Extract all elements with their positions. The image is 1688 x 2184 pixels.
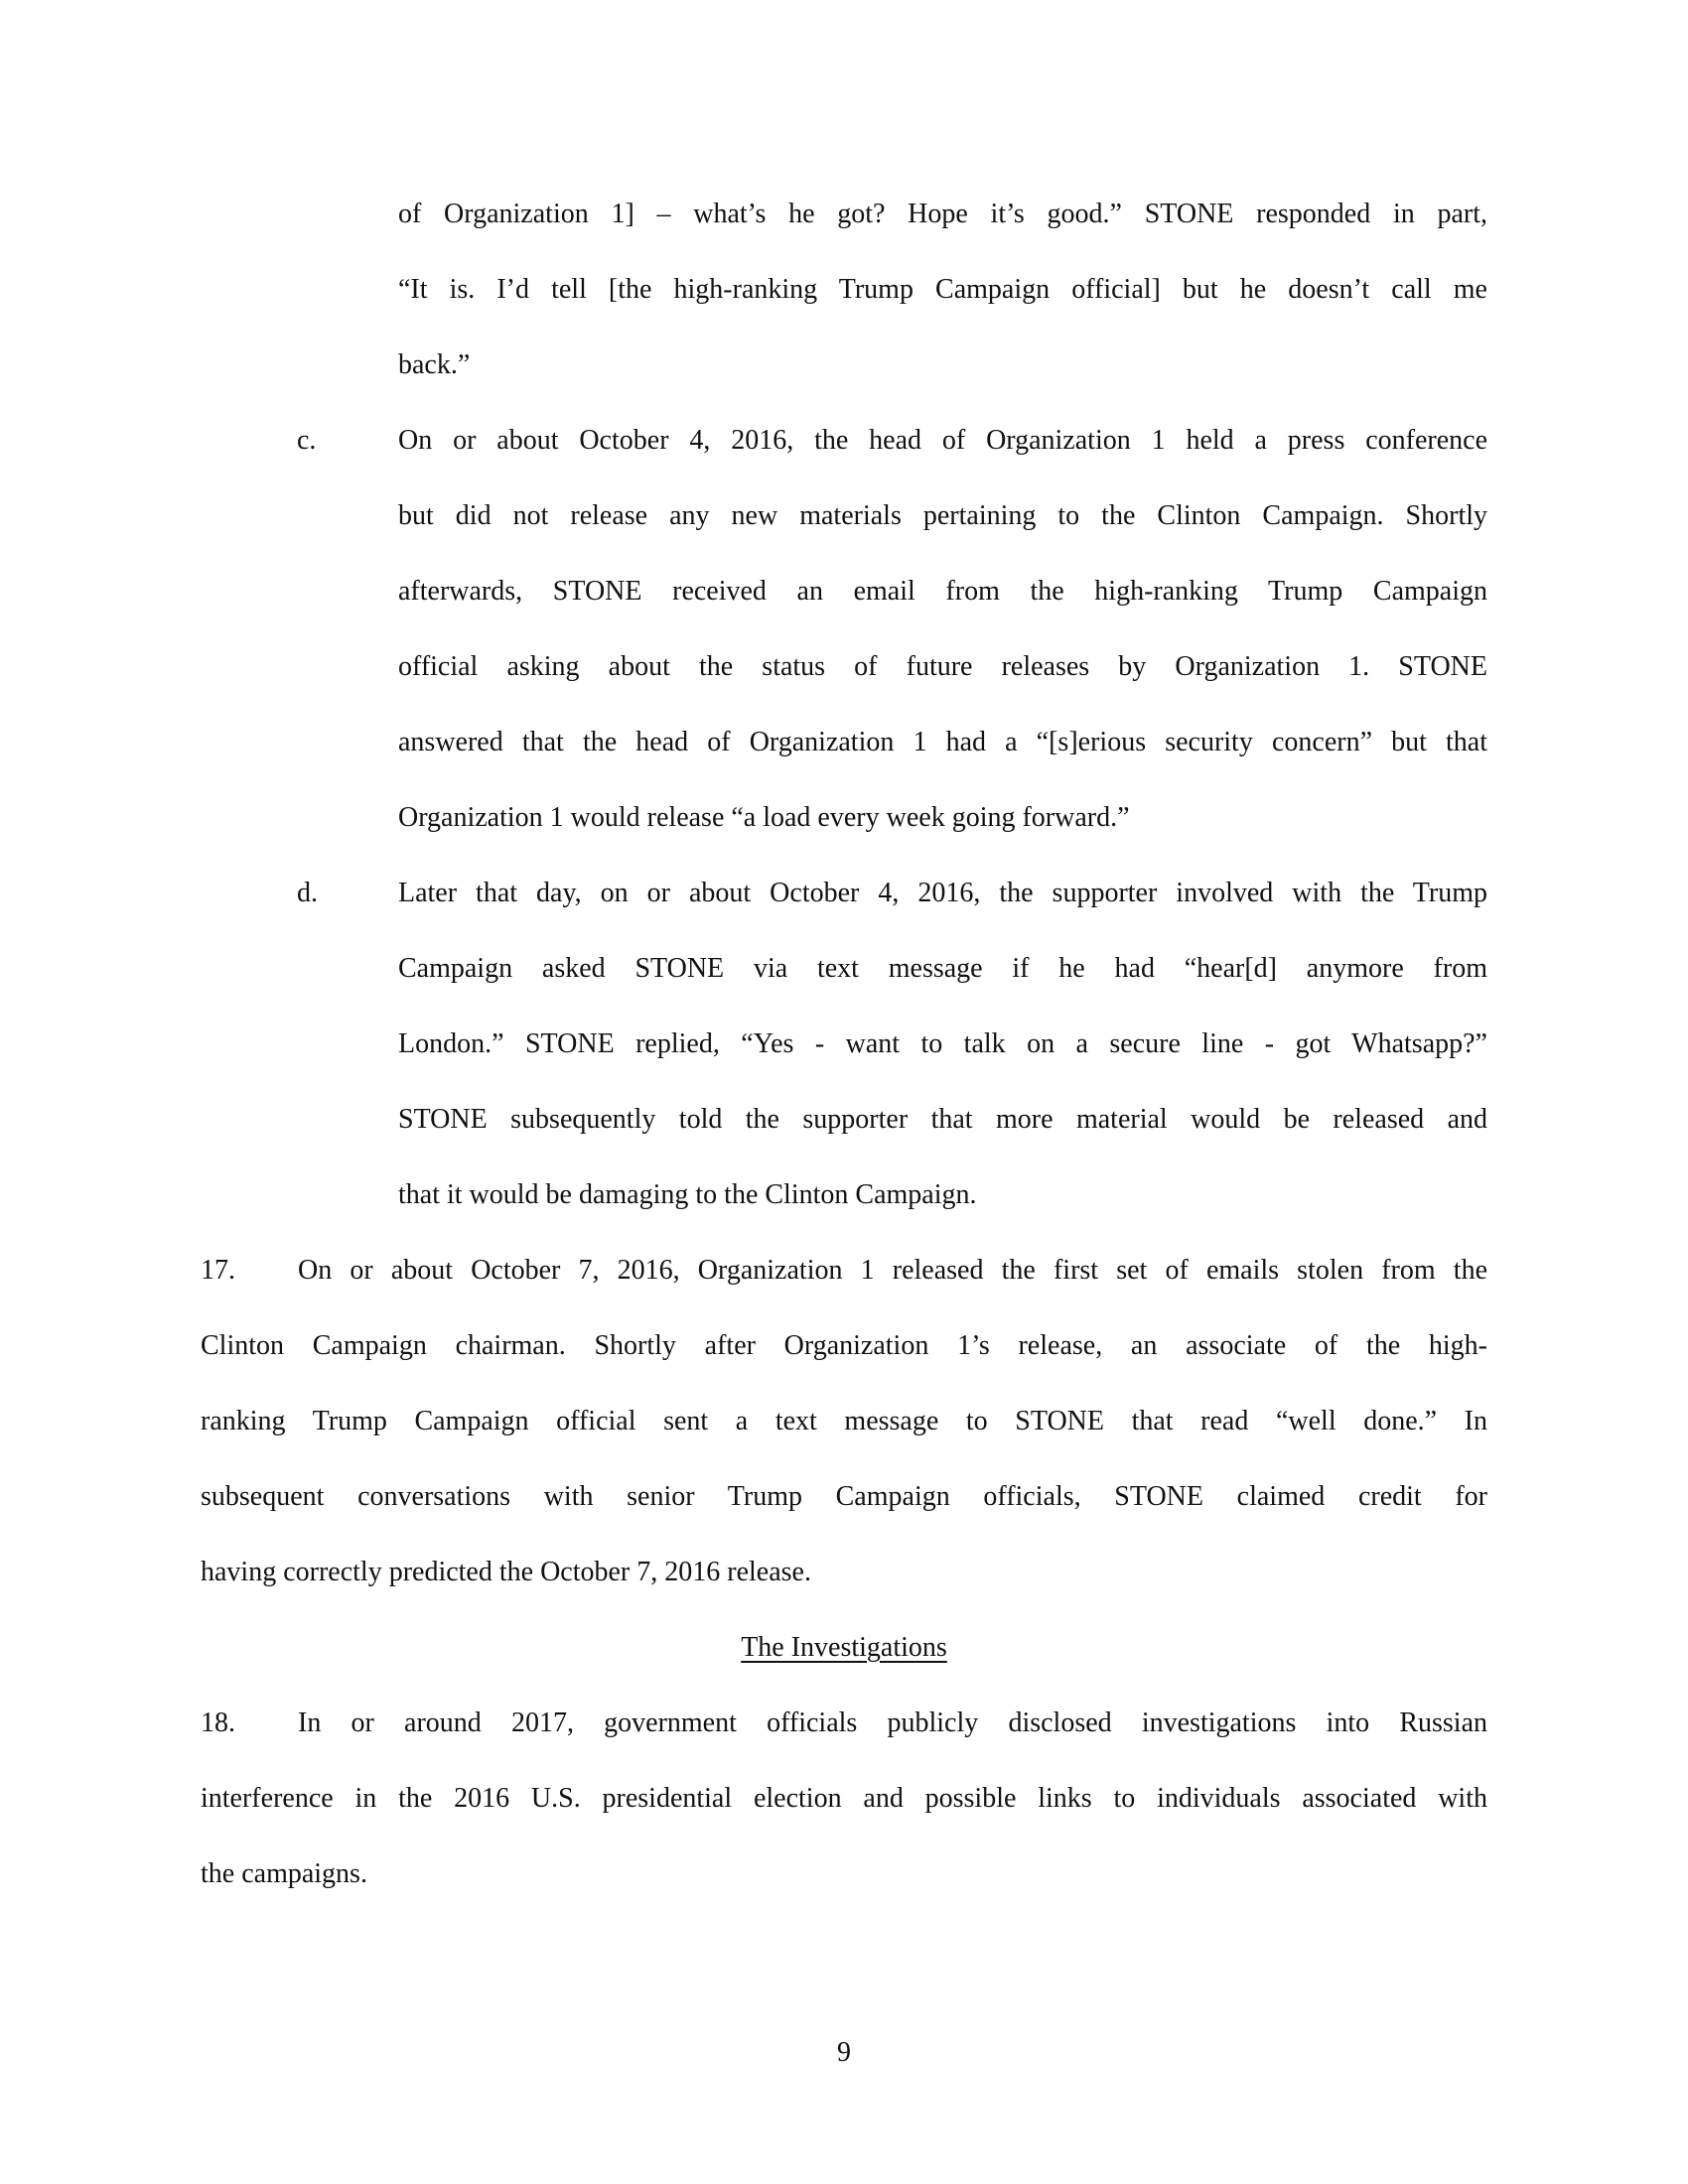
item-c-line: official asking about the status of future releases by Organization 1. STONE [398, 651, 1487, 682]
item-d-line: Later that day, on or about October 4, 2016, the supporter involved with the Trump [398, 878, 1487, 908]
continuation-line: of Organization 1] – what’s he got? Hope it’s good.” STONE responded in part, [398, 199, 1487, 229]
item-c-line: On or about October 4, 2016, the head of Organization 1 held a press conference [398, 425, 1487, 456]
paragraph-17-line: having correctly predicted the October 7, 2016 release. [201, 1557, 811, 1587]
paragraph-18-line: In or around 2017, government officials publicly disclosed investigations into Russian [298, 1707, 1487, 1738]
continuation-line: “It is. I’d tell [the high-ranking Trump Campaign official] but he doesn’t call me [398, 274, 1487, 305]
paragraph-18-number: 18. [201, 1707, 235, 1738]
item-c-line: Organization 1 would release “a load every week going forward.” [398, 802, 1130, 833]
item-c-label: c. [297, 425, 317, 456]
item-d-line: that it would be damaging to the Clinton Campaign. [398, 1179, 977, 1210]
item-d-line: STONE subsequently told the supporter that more material would be released and [398, 1104, 1487, 1135]
item-d-line: London.” STONE replied, “Yes - want to talk on a secure line - got Whatsapp?” [398, 1028, 1487, 1059]
item-d-label: d. [297, 878, 318, 908]
paragraph-17-line: On or about October 7, 2016, Organization 1 released the first set of emails stolen from the [298, 1255, 1487, 1286]
paragraph-17-line: Clinton Campaign chairman. Shortly after Organization 1’s release, an associate of the high- [201, 1330, 1487, 1361]
section-heading-text: The Investigations [741, 1632, 947, 1663]
item-c-line: but did not release any new materials pertaining to the Clinton Campaign. Shortly [398, 500, 1487, 531]
item-c-line: answered that the head of Organization 1 had a “[s]erious security concern” but that [398, 727, 1487, 757]
paragraph-17-line: ranking Trump Campaign official sent a text message to STONE that read “well done.” In [201, 1406, 1487, 1436]
paragraph-17-line: subsequent conversations with senior Trump Campaign officials, STONE claimed credit for [201, 1481, 1487, 1512]
section-heading [0, 1610, 1688, 1686]
continuation-line: back.” [398, 349, 471, 380]
page-number: 9 [837, 2037, 851, 2068]
paragraph-18-line: interference in the 2016 U.S. presidential election and possible links to individuals associated with [201, 1783, 1487, 1814]
paragraph-18-line: the campaigns. [201, 1858, 367, 1889]
item-d-line: Campaign asked STONE via text message if he had “hear[d] anymore from [398, 953, 1487, 984]
item-c-line: afterwards, STONE received an email from the high-ranking Trump Campaign [398, 576, 1487, 607]
paragraph-17-number: 17. [201, 1255, 235, 1286]
